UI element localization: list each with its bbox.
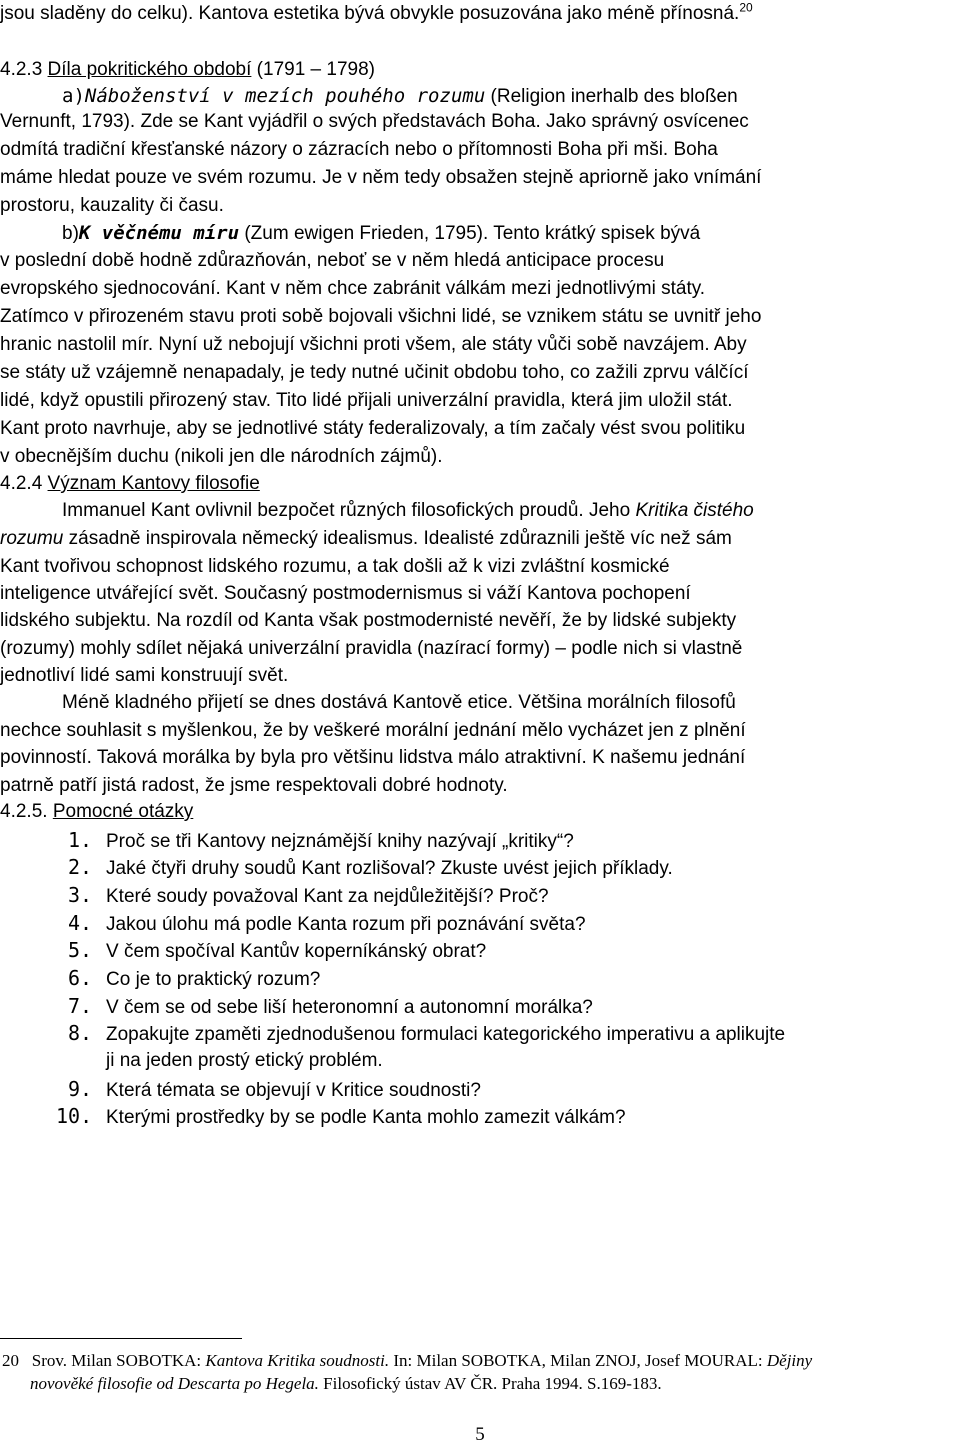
section-title: Pomocné otázky (52, 801, 194, 822)
footnote-number: 20 (2, 1351, 19, 1370)
section-heading-4-2-3: 4.2.3 Díla pokritického období (1791 – 1798) (0, 59, 375, 80)
paragraph-line: lidé, když opustili přirozený stav. Tito lidé přijali univerzální pravidla, která jim uložil stát. (0, 390, 733, 411)
paragraph-line: Zatímco v přirozeném stavu proti sobě bojovali všichni lidé, se vznikem státu se uvnitř jeho (0, 306, 762, 327)
section-title: Význam Kantovy filosofie (47, 473, 260, 494)
list-item: 2. Jaké čtyři druhy soudů Kant rozlišoval? Zkuste uvést jejich příklady. (68, 855, 673, 879)
paragraph-line: v obecnějším duchu (nikoli jen dle národních zájmů). (0, 446, 443, 467)
paragraph-line: jsou sladěny do celku). Kantova estetika bývá obvykle posuzována jako méně přínosná.$^{20}$ (0, 0, 753, 24)
footnote: 20 Srov. Milan SOBOTKA: Kantova Kritika soudnosti. In: Milan SOBOTKA, Milan ZNOJ, Josef MOURAL: Dějiny (2, 1351, 813, 1370)
work-title: Náboženství v mezích pouhého rozumu (84, 85, 486, 107)
paragraph-line: hranic nastolil mír. Nyní už nebojují všichni proti všem, ale státy vůči sobě navzájem. Aby (0, 334, 747, 355)
paragraph-line: Kant tvořivou schopnost lidského rozumu, a tak došli až k vizi zvláštní kosmické (0, 556, 670, 577)
list-item: 8. Zopakujte zpaměti zjednodušenou formulaci kategorického imperativu a aplikujte (68, 1021, 786, 1045)
paragraph-line: v poslední době hodně zdůrazňován, neboť se v něm hledá anticipace procesu (0, 250, 665, 271)
list-item: 4. Jakou úlohu má podle Kanta rozum při poznávání světa? (68, 911, 586, 935)
paragraph-line: jednotliví lidé sami konstruují svět. (0, 665, 289, 686)
footnote-reference: 20 (739, 0, 753, 15)
list-item: 5. V čem spočíval Kantův koperníkánský obrat? (68, 938, 487, 962)
paragraph-line: máme hledat pouze ve svém rozumu. Je v něm tedy obsažen stejně apriorně jako vnímání (0, 167, 762, 188)
paragraph-line: rozumu zásadně inspirovala německý idealismus. Idealisté zdůraznili ještě víc než sám (0, 528, 732, 549)
paragraph-line: inteligence utvářející svět. Současný postmodernismus si váží Kantova pochopení (0, 583, 691, 604)
list-item: 10. Kterými prostředky by se podle Kanta mohlo zamezit válkám? (56, 1104, 626, 1128)
work-heading-a: a)Náboženství v mezích pouhého rozumu (Religion inerhalb des bloßen (62, 85, 738, 107)
paragraph-line: lidského subjektu. Na rozdíl od Kanta však postmodernisté nevěří, že by lidské subjekty (0, 610, 737, 631)
paragraph-line: odmítá tradiční křesťanské názory o zázracích nebo o přítomnosti Boha při mši. Boha (0, 139, 718, 160)
paragraph-line: evropského sjednocování. Kant v něm chce zabránit válkám mezi jednotlivými státy. (0, 278, 706, 299)
section-title: Díla pokritického období (47, 59, 252, 80)
paragraph-line: Vernunft, 1793). Zde se Kant vyjádřil o svých představách Boha. Jako správný osvícenec (0, 111, 749, 132)
footnote-continuation: novověké filosofie od Descarta po Hegela. Filosofický ústav AV ČR. Praha 1994. S.169-183. (30, 1374, 662, 1393)
paragraph-line: povinností. Taková morálka by byla pro většinu lidstva málo atraktivní. K našemu jednání (0, 747, 746, 768)
paragraph-line: Kant proto navrhuje, aby se jednotlivé státy federalizovaly, a tím začaly vést svou politiku (0, 418, 746, 439)
footnote-separator (0, 1338, 242, 1339)
page-number: 5 (475, 1424, 485, 1445)
paragraph-line: se státy už vzájemně nenapadaly, je tedy nutné učinit obdobu toho, co zažili zprvu válčící (0, 362, 749, 383)
paragraph-line: Immanuel Kant ovlivnil bezpočet různých filosofických proudů. Jeho Kritika čistého (62, 500, 754, 521)
list-item: 6. Co je to praktický rozum? (68, 966, 321, 990)
section-heading-4-2-4: 4.2.4 Význam Kantovy filosofie (0, 473, 260, 494)
work-heading-b: b)K věčnému míru (Zum ewigen Frieden, 1795). Tento krátký spisek bývá (62, 222, 701, 244)
section-heading-4-2-5: 4.2.5. Pomocné otázky (0, 801, 194, 822)
list-item: 3. Které soudy považoval Kant za nejdůležitější? Proč? (68, 883, 549, 907)
paragraph-line: Méně kladného přijetí se dnes dostává Kantově etice. Většina morálních filosofů (62, 692, 736, 713)
work-title: K věčnému míru (78, 222, 240, 244)
list-item: 7. V čem se od sebe liší heteronomní a autonomní morálka? (68, 994, 593, 1018)
paragraph-line: (rozumy) mohly sdílet nějaká univerzální pravidla (nazírací formy) – podle nich si vlastně (0, 638, 743, 659)
list-item: 1. Proč se tři Kantovy nejznámější knihy nazývají „kritiky“? (68, 828, 574, 852)
list-item-continuation: ji na jeden prostý etický problém. (106, 1050, 383, 1071)
paragraph-line: nechce souhlasit s myšlenkou, že by veškeré morální jednání mělo vycházet jen z plnění (0, 720, 746, 741)
list-item: 9. Která témata se objevují v Kritice soudnosti? (68, 1077, 481, 1101)
paragraph-line: patrně patří jistá radost, že jsme respektovali dobré hodnoty. (0, 775, 508, 796)
paragraph-line: prostoru, kauzality či času. (0, 195, 224, 216)
